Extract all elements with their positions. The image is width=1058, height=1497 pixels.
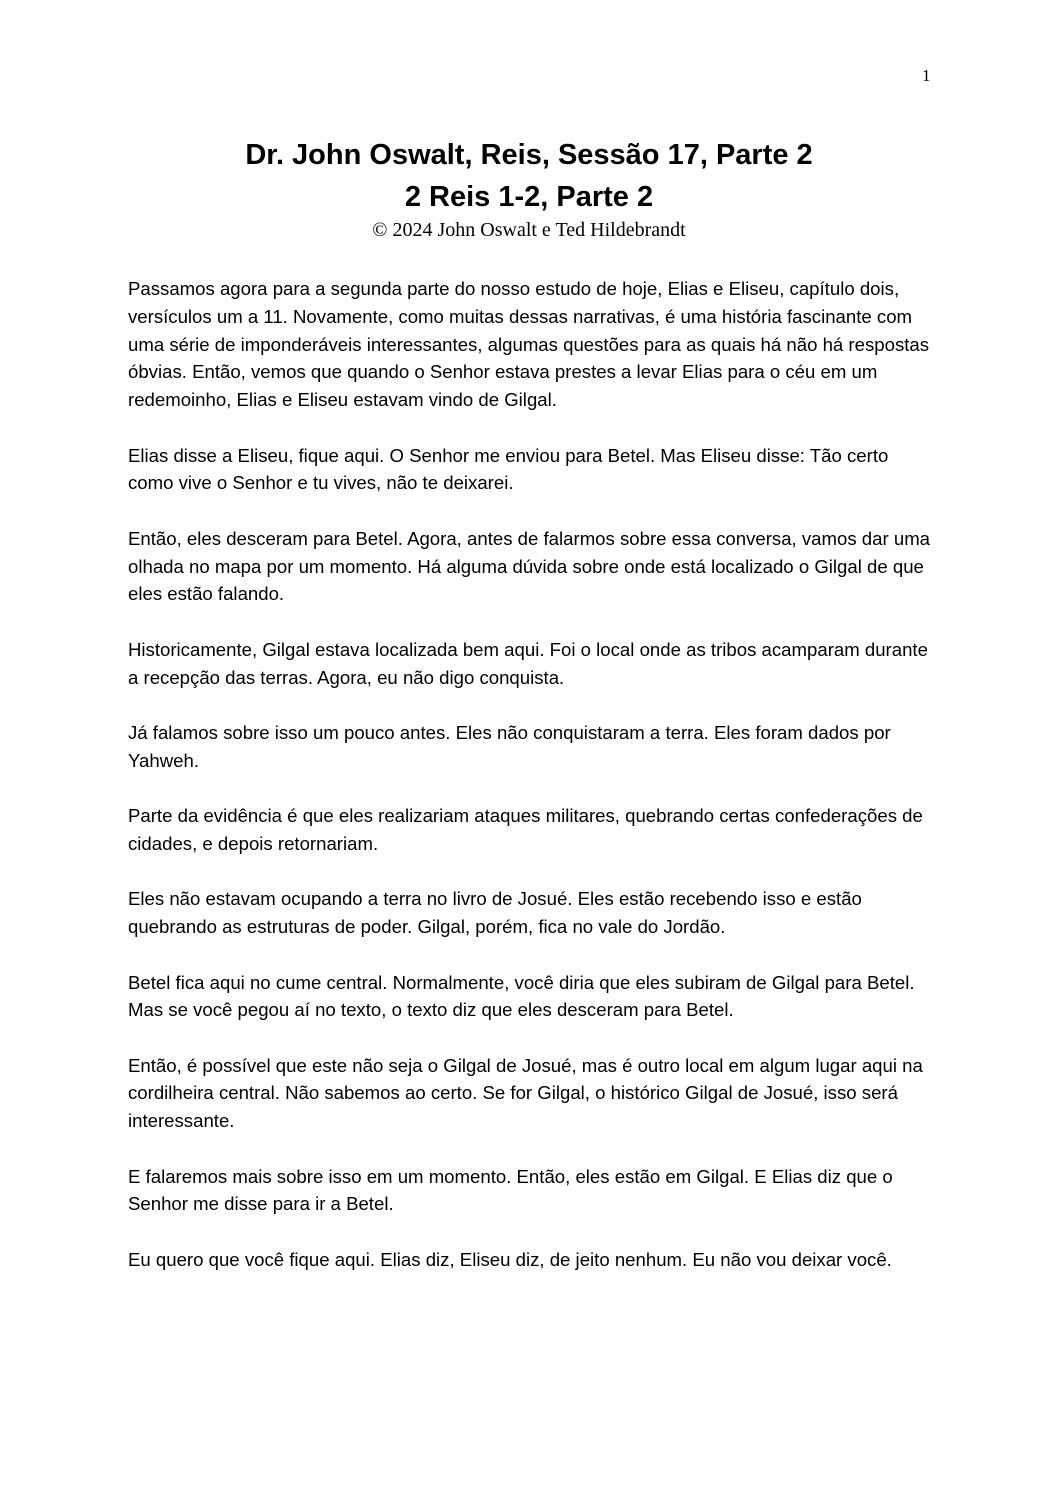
paragraph: Então, eles desceram para Betel. Agora, antes de falarmos sobre essa conversa, vamos dar uma olhada no mapa por um momento. Há alguma dúvida sobre onde está localizado o Gilgal de que eles estão falando. bbox=[128, 527, 931, 605]
paragraph: Parte da evidência é que eles realizariam ataques militares, quebrando certas confederações de cidades, e depois retornariam. bbox=[128, 805, 923, 854]
paragraph: Elias disse a Eliseu, fique aqui. O Senhor me enviou para Betel. Mas Eliseu disse: Tão certo como vive o Senhor e tu vives, não te deixarei. bbox=[128, 444, 889, 494]
paragraph: E falaremos mais sobre isso em um momento. Então, eles estão em Gilgal. E Elias diz que o Senhor me disse para ir a Betel. bbox=[128, 1165, 893, 1215]
page-number: 1 bbox=[922, 66, 931, 85]
paragraph: Eles não estavam ocupando a terra no livro de Josué. Eles estão recebendo isso e estão quebrando as estruturas de poder. Gilgal, porém, fica no vale do Jordão. bbox=[128, 888, 862, 938]
document-subtitle: 2 Reis 1-2, Parte 2 bbox=[404, 181, 654, 213]
document-body bbox=[128, 275, 938, 1301]
paragraph: Já falamos sobre isso um pouco antes. Eles não conquistaram a terra. Eles foram dados por Yahweh. bbox=[128, 721, 891, 771]
document-title: Dr. John Oswalt, Reis, Sessão 17, Parte 2 bbox=[245, 139, 813, 171]
copyright-notice: © 2024 John Oswalt e Ted Hildebrandt bbox=[372, 219, 686, 241]
document-header bbox=[0, 134, 1058, 244]
paragraph: Historicamente, Gilgal estava localizada bem aqui. Foi o local onde as tribos acamparam durante a recepção das terras. Agora, eu não digo conquista. bbox=[128, 638, 928, 688]
paragraph: Então, é possível que este não seja o Gilgal de Josué, mas é outro local em algum lugar aqui na cordilheira central. Não sabemos ao certo. Se for Gilgal, o histórico Gilgal de Josué, isso será interessante. bbox=[128, 1054, 923, 1132]
paragraph: Passamos agora para a segunda parte do nosso estudo de hoje, Elias e Eliseu, capítulo dois, versículos um a 11. Novamente, como muitas dessas narrativas, é uma história fascinante com uma série de imponderáveis interessantes, algumas questões para as quais há não há respostas óbvias. Então, vemos que quando o Senhor estava prestes a levar Elias para o céu em um redemoinho, Elias e Eliseu estavam vindo de Gilgal. bbox=[128, 278, 930, 411]
paragraph: Eu quero que você fique aqui. Elias diz, Eliseu diz, de jeito nenhum. Eu não vou deixar você. bbox=[128, 1248, 892, 1270]
paragraph: Betel fica aqui no cume central. Normalmente, você diria que eles subiram de Gilgal para Betel. Mas se você pegou aí no texto, o texto diz que eles desceram para Betel. bbox=[128, 971, 915, 1021]
